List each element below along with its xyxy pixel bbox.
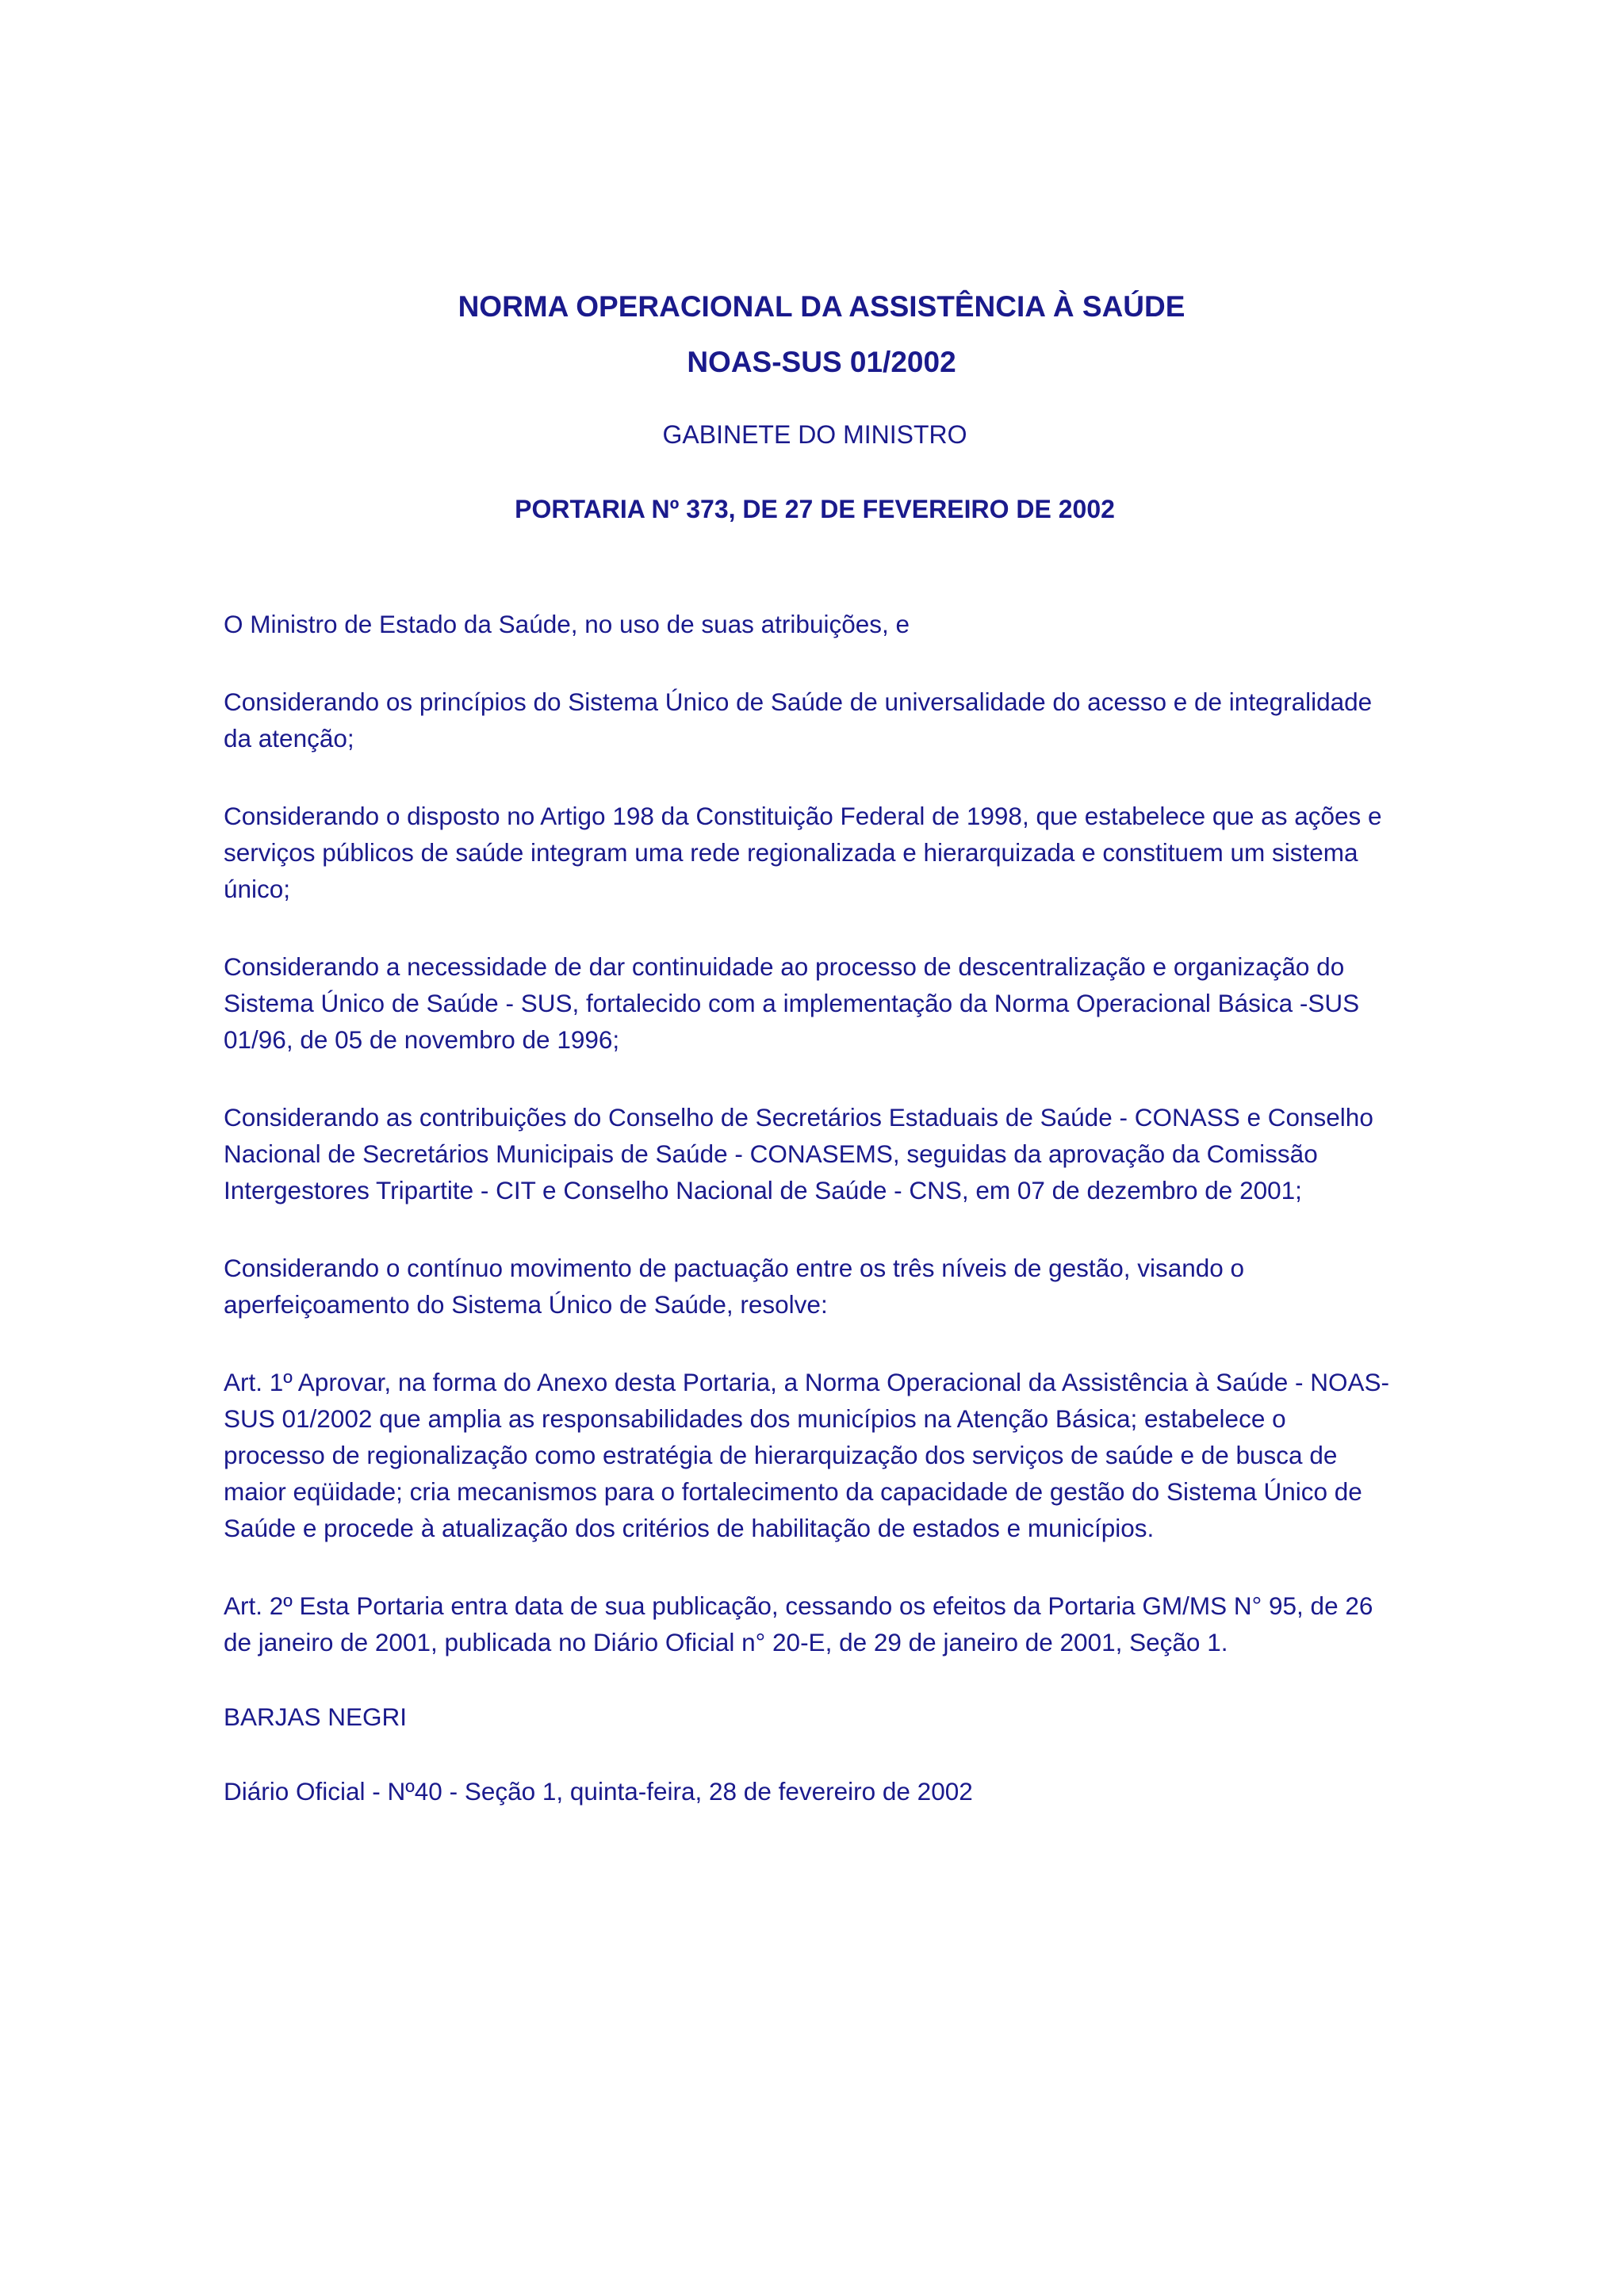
paragraph-article-1: Art. 1º Aprovar, na forma do Anexo desta Portaria, a Norma Operacional da Assistência à Saúde - NOAS-SUS 01/2002 que amplia as responsabilidades dos municípios na Atenção Básica; estabelece o processo de regionalização como estratégia de hierarquização dos serviços de saúde e de busca de maior eqüidade; cria mecanismos para o fortalecimento da capacidade de gestão do Sistema Único de Saúde e procede à atualização dos critérios de habilitação de estados e municípios. bbox=[224, 1368, 1390, 1542]
paragraph-considerando-2: Considerando o disposto no Artigo 198 da Constituição Federal de 1998, que estabelece que as ações e serviços públicos de saúde integram uma rede regionalizada e hierarquizada e constituem um sistema único; bbox=[224, 802, 1382, 903]
portaria-heading: PORTARIA Nº 373, DE 27 DE FEVEREIRO DE 2002 bbox=[515, 495, 1115, 523]
document-title-line2: NOAS-SUS 01/2002 bbox=[687, 346, 956, 378]
paragraph-considerando-3: Considerando a necessidade de dar continuidade ao processo de descentralização e organização do Sistema Único de Saúde - SUS, fortalecido com a implementação da Norma Operacional Básica -SUS 01/96, de 05 de novembro de 1996; bbox=[224, 952, 1360, 1054]
paragraph-considerando-1: Considerando os princípios do Sistema Único de Saúde de universalidade do acesso e de integralidade da atenção; bbox=[224, 687, 1373, 753]
paragraph-considerando-5: Considerando o contínuo movimento de pactuação entre os três níveis de gestão, visando o aperfeiçoamento do Sistema Único de Saúde, resolve: bbox=[224, 1254, 1245, 1319]
signature-name: BARJAS NEGRI bbox=[224, 1702, 408, 1731]
document-page bbox=[224, 279, 1392, 1851]
office-heading: GABINETE DO MINISTRO bbox=[662, 420, 967, 449]
document-body bbox=[224, 606, 1392, 1810]
paragraph-considerando-4: Considerando as contribuições do Conselho de Secretários Estaduais de Saúde - CONASS e Conselho Nacional de Secretários Municipais de Saúde - CONASEMS, seguidas da aprovação da Comissão Intergestores Tripartite - CIT e Conselho Nacional de Saúde - CNS, em 07 de dezembro de 2001; bbox=[224, 1103, 1373, 1204]
paragraph-article-2: Art. 2º Esta Portaria entra data de sua publicação, cessando os efeitos da Portaria GM/MS N° 95, de 26 de janeiro de 2001, publicada no Diário Oficial n° 20-E, de 29 de janeiro de 2001, Seção 1. bbox=[224, 1591, 1373, 1656]
document-title-line1: NORMA OPERACIONAL DA ASSISTÊNCIA À SAÚDE bbox=[458, 290, 1185, 323]
publication-reference: Diário Oficial - Nº40 - Seção 1, quinta-feira, 28 de fevereiro de 2002 bbox=[224, 1777, 973, 1806]
paragraph-intro: O Ministro de Estado da Saúde, no uso de suas atribuições, e bbox=[224, 610, 910, 638]
